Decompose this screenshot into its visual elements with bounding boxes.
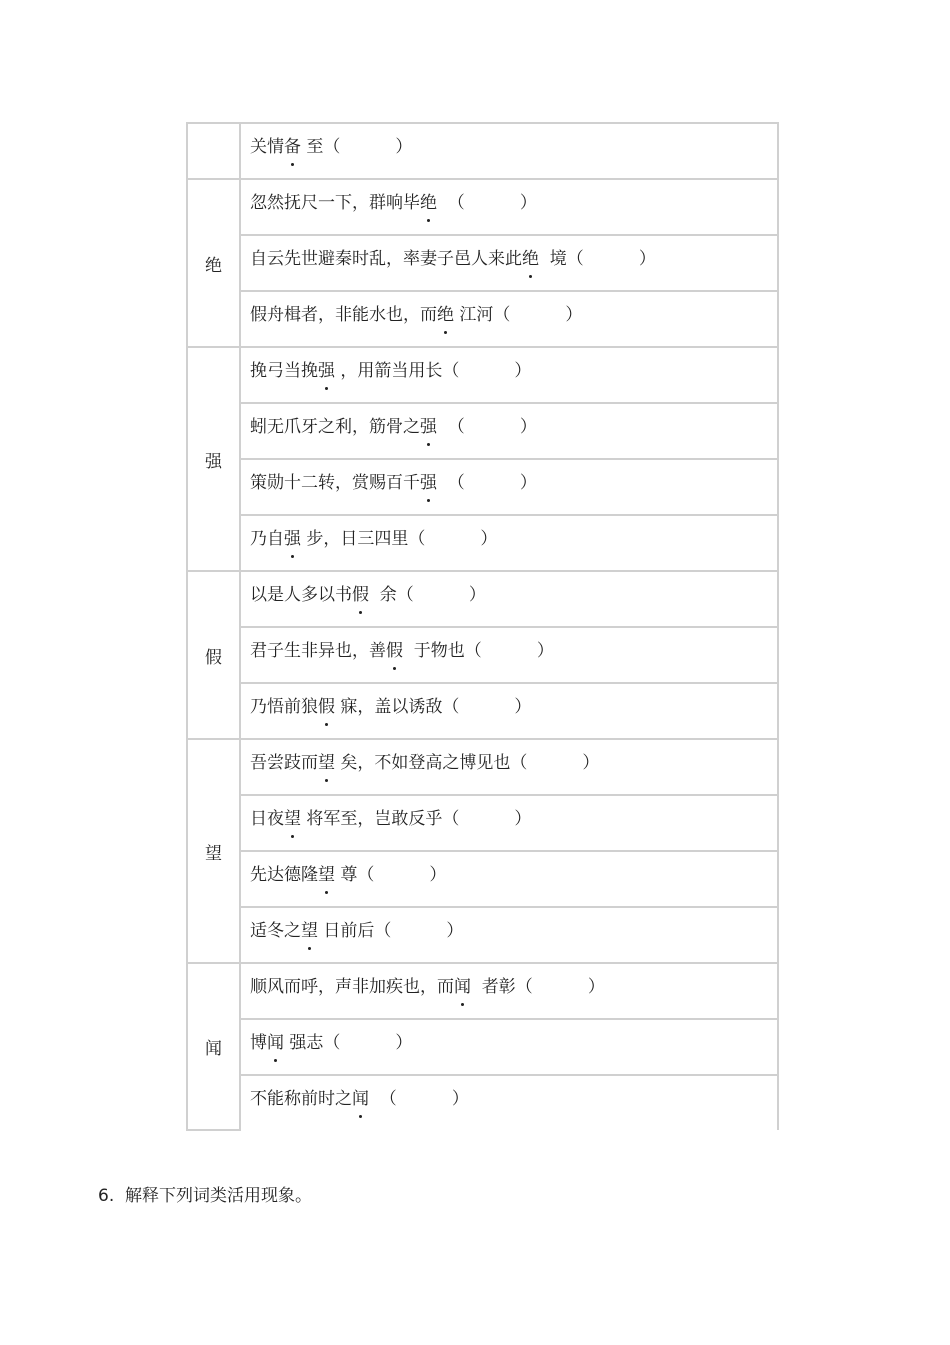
closing-paren: ） bbox=[514, 809, 532, 829]
table-row bbox=[187, 907, 778, 963]
sentence-prefix: 假舟楫者，非能水也，而 bbox=[250, 305, 437, 325]
closing-paren: ） bbox=[519, 417, 537, 437]
sentence-suffix: 至（ bbox=[301, 137, 341, 157]
sentence-prefix: 蚓无爪牙之利，筋骨之 bbox=[250, 417, 420, 437]
sentence-suffix: （ bbox=[369, 1089, 397, 1109]
table-row bbox=[187, 235, 778, 291]
dotted-keyword: 绝 bbox=[437, 305, 454, 325]
dotted-keyword: 假 bbox=[386, 641, 403, 661]
sentence-cell bbox=[240, 627, 778, 683]
sentence-text bbox=[250, 248, 656, 270]
sentence-prefix: 君子生非异也，善 bbox=[250, 641, 386, 661]
sentence-suffix: 将军至，岂敢反乎（ bbox=[301, 809, 460, 829]
dotted-keyword: 望 bbox=[318, 865, 335, 885]
headword-cell: 绝 bbox=[187, 179, 240, 347]
sentence-suffix: （ bbox=[437, 473, 465, 493]
dotted-keyword: 假 bbox=[352, 585, 369, 605]
headword-cell: 闻 bbox=[187, 963, 240, 1130]
sentence-prefix: 不能称前时之 bbox=[250, 1089, 352, 1109]
closing-paren: ） bbox=[446, 921, 464, 941]
sentence-suffix: 寐，盖以诱敌（ bbox=[335, 697, 460, 717]
table-row bbox=[187, 403, 778, 459]
closing-paren: ） bbox=[395, 1033, 413, 1053]
sentence-cell bbox=[240, 795, 778, 851]
sentence-prefix: 适冬之 bbox=[250, 921, 301, 941]
dotted-keyword: 望 bbox=[318, 753, 335, 773]
sentence-suffix: （ bbox=[437, 193, 465, 213]
table-row bbox=[187, 851, 778, 907]
sentence-prefix: 自云先世避秦时乱，率妻子邑人来此 bbox=[250, 249, 522, 269]
sentence-text bbox=[250, 304, 582, 326]
sentence-cell bbox=[240, 123, 778, 179]
table-row bbox=[187, 739, 778, 795]
sentence-cell bbox=[240, 851, 778, 907]
sentence-cell bbox=[240, 347, 778, 403]
closing-paren: ） bbox=[587, 977, 605, 997]
sentence-suffix: 境（ bbox=[539, 249, 584, 269]
sentence-text bbox=[250, 416, 537, 438]
closing-paren: ） bbox=[519, 473, 537, 493]
sentence-cell bbox=[240, 739, 778, 795]
table-row bbox=[187, 627, 778, 683]
sentence-cell bbox=[240, 459, 778, 515]
sentence-suffix: 者彰（ bbox=[471, 977, 533, 997]
closing-paren: ） bbox=[395, 137, 413, 157]
sentence-cell bbox=[240, 179, 778, 235]
sentence-text bbox=[250, 136, 412, 158]
headword-cell bbox=[187, 123, 240, 179]
dotted-keyword: 闻 bbox=[454, 977, 471, 997]
dotted-keyword: 备 bbox=[284, 137, 301, 157]
word-meaning-table bbox=[186, 122, 779, 1131]
dotted-keyword: 强 bbox=[420, 417, 437, 437]
sentence-prefix: 忽然抚尺一下，群响毕 bbox=[250, 193, 420, 213]
dotted-keyword: 假 bbox=[318, 697, 335, 717]
dotted-keyword: 强 bbox=[420, 473, 437, 493]
table-row bbox=[187, 515, 778, 571]
sentence-suffix: 江河（ bbox=[454, 305, 511, 325]
closing-paren: ） bbox=[638, 249, 656, 269]
sentence-cell bbox=[240, 963, 778, 1019]
sentence-text bbox=[250, 192, 537, 214]
sentence-suffix: 尊（ bbox=[335, 865, 375, 885]
sentence-cell bbox=[240, 403, 778, 459]
sentence-text bbox=[250, 696, 531, 718]
sentence-text bbox=[250, 1088, 469, 1110]
sentence-prefix: 以是人多以书 bbox=[250, 585, 352, 605]
sentence-cell bbox=[240, 907, 778, 963]
table-row bbox=[187, 347, 778, 403]
sentence-suffix: 强志（ bbox=[284, 1033, 341, 1053]
sentence-prefix: 先达德隆 bbox=[250, 865, 318, 885]
closing-paren: ） bbox=[582, 753, 600, 773]
sentence-suffix: 矣，不如登高之博见也（ bbox=[335, 753, 528, 773]
sentence-prefix: 策勋十二转，赏赐百千 bbox=[250, 473, 420, 493]
sentence-cell bbox=[240, 515, 778, 571]
sentence-prefix: 挽弓当挽 bbox=[250, 361, 318, 381]
sentence-prefix: 乃自 bbox=[250, 529, 284, 549]
sentence-text bbox=[250, 976, 605, 998]
sentence-text bbox=[250, 864, 446, 886]
sentence-suffix: 于物也（ bbox=[403, 641, 482, 661]
sentence-text bbox=[250, 1032, 412, 1054]
sentence-cell bbox=[240, 1019, 778, 1075]
closing-paren: ） bbox=[480, 529, 498, 549]
sentence-prefix: 乃悟前狼 bbox=[250, 697, 318, 717]
closing-paren: ） bbox=[514, 361, 532, 381]
sentence-cell bbox=[240, 1075, 778, 1130]
sentence-text bbox=[250, 752, 599, 774]
table-row bbox=[187, 795, 778, 851]
table-row bbox=[187, 1019, 778, 1075]
sentence-suffix: 余（ bbox=[369, 585, 414, 605]
sentence-text bbox=[250, 920, 463, 942]
sentence-cell bbox=[240, 571, 778, 627]
sentence-text bbox=[250, 528, 497, 550]
sentence-suffix: 步，日三四里（ bbox=[301, 529, 426, 549]
table-row bbox=[187, 459, 778, 515]
dotted-keyword: 绝 bbox=[420, 193, 437, 213]
closing-paren: ） bbox=[519, 193, 537, 213]
dotted-keyword: 强 bbox=[318, 361, 335, 381]
sentence-suffix: 日前后（ bbox=[318, 921, 392, 941]
dotted-keyword: 闻 bbox=[352, 1089, 369, 1109]
table-row bbox=[187, 963, 778, 1019]
closing-paren: ） bbox=[429, 865, 447, 885]
closing-paren: ） bbox=[514, 697, 532, 717]
dotted-keyword: 闻 bbox=[267, 1033, 284, 1053]
sentence-cell bbox=[240, 291, 778, 347]
headword-cell: 强 bbox=[187, 347, 240, 571]
table-row bbox=[187, 1075, 778, 1130]
sentence-text bbox=[250, 472, 537, 494]
headword-cell: 望 bbox=[187, 739, 240, 963]
dotted-keyword: 望 bbox=[301, 921, 318, 941]
sentence-prefix: 博 bbox=[250, 1033, 267, 1053]
table-row bbox=[187, 123, 778, 179]
sentence-prefix: 顺风而呼，声非加疾也，而 bbox=[250, 977, 454, 997]
sentence-text bbox=[250, 584, 486, 606]
headword-cell: 假 bbox=[187, 571, 240, 739]
sentence-text bbox=[250, 360, 531, 382]
closing-paren: ） bbox=[468, 585, 486, 605]
dotted-keyword: 绝 bbox=[522, 249, 539, 269]
dotted-keyword: 强 bbox=[284, 529, 301, 549]
table-row bbox=[187, 683, 778, 739]
sentence-prefix: 关情 bbox=[250, 137, 284, 157]
sentence-suffix: （ bbox=[437, 417, 465, 437]
question-6-prompt: 6. 解释下列词类活用现象。 bbox=[98, 1186, 313, 1206]
sentence-prefix: 日夜 bbox=[250, 809, 284, 829]
closing-paren: ） bbox=[565, 305, 583, 325]
sentence-prefix: 吾尝跂而 bbox=[250, 753, 318, 773]
sentence-cell bbox=[240, 683, 778, 739]
sentence-text bbox=[250, 640, 554, 662]
sentence-cell bbox=[240, 235, 778, 291]
closing-paren: ） bbox=[451, 1089, 469, 1109]
sentence-suffix: ，用箭当用长（ bbox=[335, 361, 460, 381]
table-row bbox=[187, 291, 778, 347]
table-row bbox=[187, 179, 778, 235]
dotted-keyword: 望 bbox=[284, 809, 301, 829]
closing-paren: ） bbox=[536, 641, 554, 661]
sentence-text bbox=[250, 808, 531, 830]
table-row bbox=[187, 571, 778, 627]
